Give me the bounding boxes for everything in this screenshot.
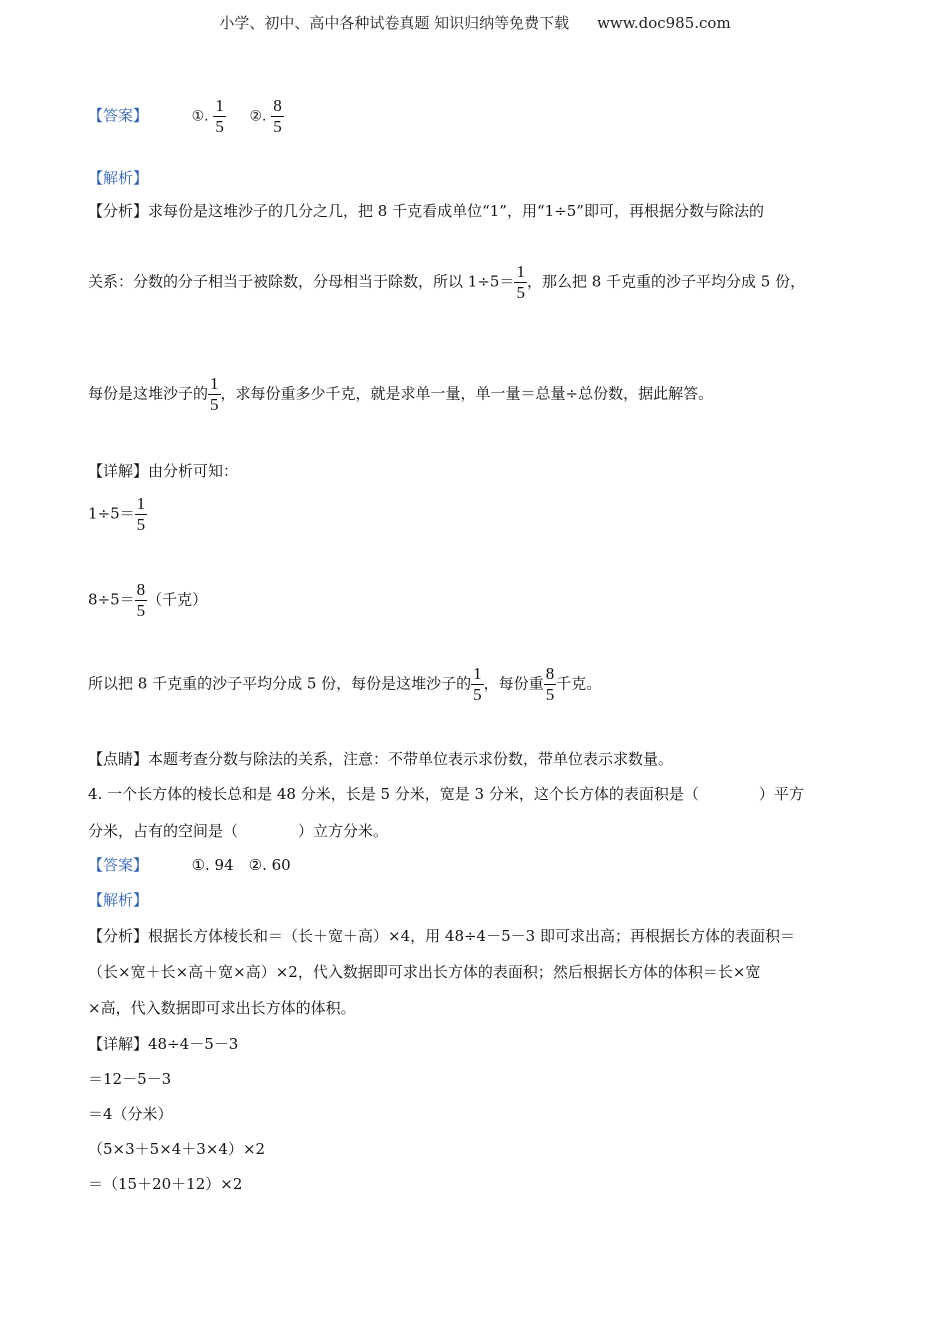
header-url: www.doc985.com <box>597 14 731 32</box>
fraction: $\frac{1}{5}$ <box>473 664 482 704</box>
fenxi-tag: 【分析】 <box>88 202 149 220</box>
xiangjie-tag: 【详解】 <box>88 1035 149 1053</box>
q4-step-5: ＝（15＋20＋12）×2 <box>88 1175 243 1193</box>
q3-dianjing-line: 【点睛】本题考查分数与除法的关系，注意：不带单位表示求份数，带单位表示求数量。 <box>88 750 674 768</box>
q4-xiangjie-line: 【详解】48÷4－5－3 <box>88 1035 239 1053</box>
answer-mark-2: ②. <box>249 108 267 125</box>
xiangjie-tag: 【详解】 <box>88 462 149 480</box>
q3-fenxi-line-2: 关系：分数的分子相当于被除数，分母相当于除数，所以 1÷5＝ $\frac{1}{5}$ ，那么把 8 千克重的沙子平均分成 5 份， <box>88 262 806 302</box>
q4-question-line-2: 分米，占有的空间是（ ）立方分米。 <box>88 822 389 840</box>
answer-fraction-1: $\frac{1}{5}$ <box>215 96 224 136</box>
q4-fenxi-line-3: ×高，代入数据即可求出长方体的体积。 <box>88 999 356 1017</box>
fraction: $\frac{8}{5}$ <box>545 664 555 704</box>
q3-conclusion: 所以把 8 千克重的沙子平均分成 5 份，每份是这堆沙子的 $\frac{1}{5}$ ，每份重 $\frac{8}{5}$ 千克。 <box>88 664 602 704</box>
fraction: $\frac{1}{5}$ <box>136 494 146 534</box>
q3-answer-line <box>88 96 284 137</box>
answer-fraction-2: $\frac{8}{5}$ <box>273 96 282 136</box>
fraction: $\frac{8}{5}$ <box>136 580 146 620</box>
page-header <box>0 12 950 33</box>
q3-jiexi-tag: 【解析】 <box>88 169 149 187</box>
answer-tag: 【答案】 <box>88 106 149 125</box>
dianjing-tag: 【点睛】 <box>88 750 149 768</box>
q4-question-line-1: 4. 一个长方体的棱长总和是 48 分米，长是 5 分米，宽是 3 分米，这个长方体的表面积是（ ）平方 <box>88 785 804 803</box>
answer-mark-1: ①. <box>191 108 209 125</box>
q4-step-4: （5×3＋5×4＋3×4）×2 <box>88 1140 266 1158</box>
fraction: $\frac{1}{5}$ <box>210 374 219 414</box>
answer-tag: 【答案】 <box>88 856 149 874</box>
q4-fenxi-line-2: （长×宽＋长×高＋宽×高）×2，代入数据即可求出长方体的表面积；然后根据长方体的体积＝长×宽 <box>88 963 761 981</box>
q3-equation-1: 1÷5＝ $\frac{1}{5}$ <box>88 494 146 534</box>
fraction: $\frac{1}{5}$ <box>516 262 525 302</box>
q4-step-2: ＝12－5－3 <box>88 1070 172 1088</box>
header-text: 小学、初中、高中各种试卷真题 知识归纳等免费下载 <box>219 14 570 32</box>
q4-jiexi-tag: 【解析】 <box>88 891 149 909</box>
q3-equation-2: 8÷5＝ $\frac{8}{5}$ （千克） <box>88 580 208 620</box>
q3-fenxi-line-1: 【分析】求每份是这堆沙子的几分之几，把 8 千克看成单位“1”，用“1÷5”即可，再根据分数与除法的 <box>88 202 764 220</box>
q3-fenxi-line-3: 每份是这堆沙子的 $\frac{1}{5}$ ，求每份重多少千克，就是求单一量，单一量＝总量÷总份数，据此解答。 <box>88 374 714 414</box>
q3-xiangjie-line: 【详解】由分析可知： <box>88 462 239 480</box>
q4-answer-line <box>88 855 291 875</box>
q4-step-3: ＝4（分米） <box>88 1105 173 1123</box>
q4-fenxi-line-1: 【分析】根据长方体棱长和＝（长＋宽＋高）×4，用 48÷4－5－3 即可求出高；再根据长方体的表面积＝ <box>88 927 795 945</box>
fenxi-tag: 【分析】 <box>88 927 149 945</box>
answer-text: ①. 94 ②. 60 <box>191 856 291 874</box>
